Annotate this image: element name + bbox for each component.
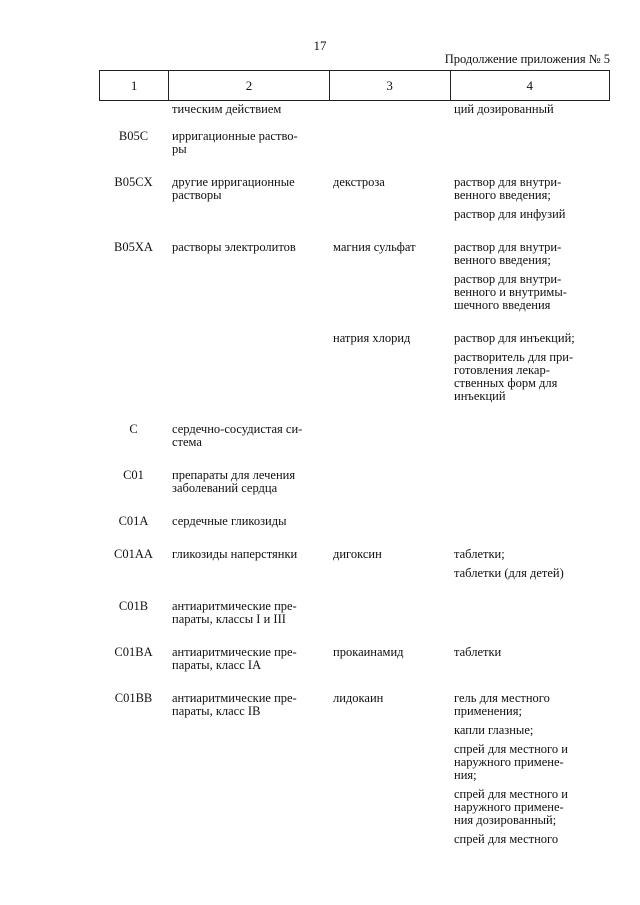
- group-name-line: заболеваний сердца: [172, 481, 278, 495]
- table-row: [99, 467, 610, 495]
- dosage-forms: [450, 467, 610, 469]
- atc-code: B05C: [118, 129, 149, 143]
- dosage-forms: [450, 174, 610, 221]
- dosage-form-line: инъекций: [454, 389, 506, 403]
- dosage-form-line: ния дозированный;: [454, 813, 557, 827]
- atc-code: [99, 330, 168, 332]
- dosage-form-line: наружного примене-: [454, 800, 564, 814]
- dosage-forms: [450, 239, 610, 312]
- dosage-form: [454, 208, 610, 221]
- dosage-form-line: таблетки: [454, 645, 502, 659]
- group-name-line: параты, класс IA: [172, 658, 262, 672]
- table-row: [99, 690, 610, 846]
- table-row: [99, 546, 610, 580]
- table-row: [99, 598, 610, 626]
- table-row: [99, 174, 610, 221]
- dosage-form-line: таблетки;: [454, 547, 505, 561]
- dosage-form-line: спрей для местного и: [454, 787, 568, 801]
- dosage-form-line: шечного введения: [454, 298, 551, 312]
- dosage-forms: [450, 128, 610, 130]
- page-number: 17: [313, 38, 327, 53]
- dosage-form-line: раствор для инфузий: [454, 207, 566, 221]
- dosage-form: [454, 724, 610, 737]
- dosage-form-line: готовления лекар-: [454, 363, 550, 377]
- atc-code: C01: [123, 468, 144, 482]
- dosage-form: [454, 273, 610, 312]
- group-name-line: растворы: [172, 188, 222, 202]
- group-name-line: сердечно-сосудистая си-: [172, 422, 303, 436]
- dosage-form-line: таблетки (для детей): [454, 566, 564, 580]
- anatomical-therapeutic-group: [168, 690, 329, 718]
- anatomical-therapeutic-group: [168, 128, 329, 156]
- drug-inn: [329, 467, 450, 469]
- group-name-line: антиаритмические пре-: [172, 691, 297, 705]
- dosage-form-line: венного введения;: [454, 253, 551, 267]
- dosage-form: [454, 548, 610, 561]
- dosage-form-line: капли глазные;: [454, 723, 534, 737]
- anatomical-therapeutic-group: [168, 239, 329, 254]
- group-name-line: ирригационные раство-: [172, 129, 298, 143]
- atc-code: C: [129, 422, 138, 436]
- anatomical-therapeutic-group: [168, 513, 329, 528]
- dosage-form: [454, 692, 610, 718]
- dosage-form: [454, 176, 610, 202]
- column-header-1: 1: [100, 71, 169, 101]
- drug-inn: [329, 598, 450, 600]
- drug-inn: декстроза: [333, 175, 385, 189]
- dosage-form-line: применения;: [454, 704, 522, 718]
- appendix-continuation-note: Продолжение приложения № 5: [444, 52, 610, 66]
- dosage-forms: [450, 690, 610, 846]
- atc-code: C01AA: [114, 547, 153, 561]
- anatomical-therapeutic-group: [168, 330, 329, 332]
- dosage-forms: [450, 644, 610, 659]
- dosage-form-line: венного введения;: [454, 188, 551, 202]
- dosage-form-line: растворитель для при-: [454, 350, 574, 364]
- anatomical-therapeutic-group: [168, 421, 329, 449]
- dosage-form-line: раствор для инъекций;: [454, 331, 575, 345]
- anatomical-therapeutic-group: [168, 598, 329, 626]
- drug-inn: лидокаин: [333, 691, 384, 705]
- atc-code: [99, 101, 168, 103]
- atc-code: B05CX: [114, 175, 153, 189]
- table-row: [99, 101, 610, 116]
- dosage-form: [454, 788, 610, 827]
- table-body: [99, 101, 610, 864]
- dosage-form-line: гель для местного: [454, 691, 550, 705]
- anatomical-therapeutic-group: [168, 101, 329, 116]
- column-header-table: [99, 70, 610, 101]
- drug-inn: дигоксин: [333, 547, 382, 561]
- atc-code: C01BB: [114, 691, 153, 705]
- drug-inn: магния сульфат: [333, 240, 416, 254]
- table-row: [99, 421, 610, 449]
- dosage-form: [454, 743, 610, 782]
- dosage-form-line: ций дозированный: [454, 102, 554, 116]
- group-name-line: антиаритмические пре-: [172, 599, 297, 613]
- group-name-line: параты, класс IB: [172, 704, 261, 718]
- atc-code: C01BA: [114, 645, 153, 659]
- dosage-form-line: раствор для внутри-: [454, 240, 562, 254]
- dosage-forms: [450, 421, 610, 423]
- group-name-line: параты, классы I и III: [172, 612, 286, 626]
- group-name-line: препараты для лечения: [172, 468, 296, 482]
- dosage-form-line: спрей для местного и: [454, 742, 568, 756]
- drug-inn: [329, 128, 450, 130]
- group-name-line: растворы электролитов: [172, 240, 296, 254]
- dosage-form: [454, 332, 610, 345]
- table-row: [99, 513, 610, 528]
- dosage-form: [454, 646, 610, 659]
- dosage-forms: [450, 546, 610, 580]
- dosage-form-line: ственных форм для: [454, 376, 558, 390]
- group-name-line: гликозиды наперстянки: [172, 547, 298, 561]
- dosage-form: [454, 103, 610, 116]
- atc-code: B05XA: [114, 240, 153, 254]
- drug-inn: [329, 101, 450, 103]
- dosage-forms: [450, 330, 610, 403]
- group-name-line: другие ирригационные: [172, 175, 295, 189]
- dosage-form-line: спрей для местного: [454, 832, 559, 846]
- dosage-form-line: венного и внутримы-: [454, 285, 567, 299]
- anatomical-therapeutic-group: [168, 174, 329, 202]
- group-name-line: сердечные гликозиды: [172, 514, 287, 528]
- dosage-form: [454, 241, 610, 267]
- group-name-line: тическим действием: [172, 102, 282, 116]
- dosage-forms: [450, 513, 610, 515]
- column-header-2: 2: [169, 71, 329, 101]
- dosage-form-line: ния;: [454, 768, 477, 782]
- drug-inn: [329, 513, 450, 515]
- drug-inn: натрия хлорид: [333, 331, 411, 345]
- table-row: [99, 239, 610, 312]
- dosage-form-line: наружного примене-: [454, 755, 564, 769]
- table-row: [99, 330, 610, 403]
- column-header-3: 3: [329, 71, 450, 101]
- anatomical-therapeutic-group: [168, 644, 329, 672]
- drug-inn: [329, 421, 450, 423]
- table-row: [99, 128, 610, 156]
- dosage-form-line: раствор для внутри-: [454, 175, 562, 189]
- column-header-4: 4: [450, 71, 609, 101]
- dosage-form: [454, 351, 610, 403]
- group-name-line: ры: [172, 142, 187, 156]
- dosage-forms: [450, 101, 610, 116]
- group-name-line: стема: [172, 435, 202, 449]
- dosage-forms: [450, 598, 610, 600]
- dosage-form: [454, 833, 610, 846]
- drug-inn: прокаинамид: [333, 645, 404, 659]
- dosage-form-line: раствор для внутри-: [454, 272, 562, 286]
- atc-code: C01B: [118, 599, 149, 613]
- anatomical-therapeutic-group: [168, 467, 329, 495]
- dosage-form: [454, 567, 610, 580]
- anatomical-therapeutic-group: [168, 546, 329, 561]
- atc-code: C01A: [118, 514, 149, 528]
- group-name-line: антиаритмические пре-: [172, 645, 297, 659]
- table-row: [99, 644, 610, 672]
